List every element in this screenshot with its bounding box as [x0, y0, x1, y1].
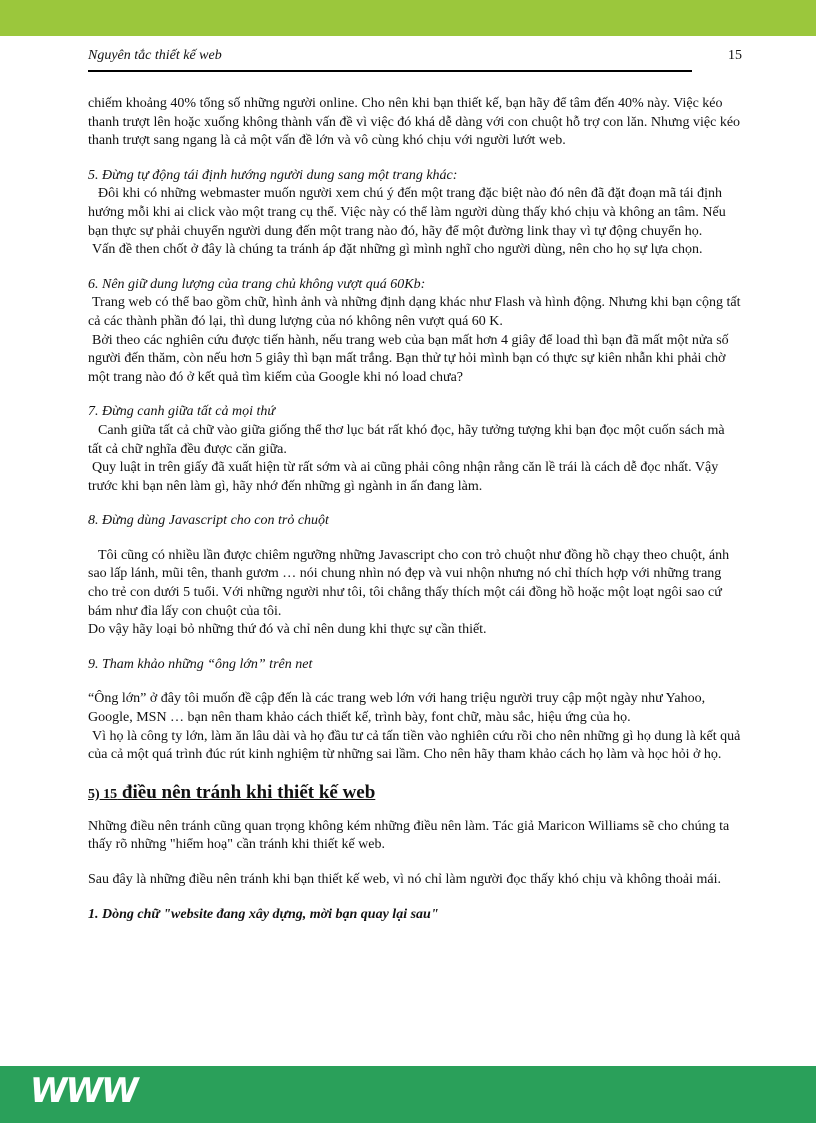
main-section-title: điều nên tránh khi thiết kế web — [121, 781, 376, 803]
www-logo: WWW — [26, 1071, 141, 1111]
main-section-paragraph-2: Sau đây là những điều nên tránh khi bạn thiết kế web, vì nó chỉ làm người đọc thấy khó chịu và không thoải mái. — [88, 872, 722, 887]
section-5-heading: 5. Đừng tự động tái định hướng người dung sang một trang khác: — [88, 167, 458, 183]
section-7-paragraph-1: Canh giữa tất cả chữ vào giữa giống thể thơ lục bát rất khó đọc, hãy tưởng tượng khi bạn đọc một cuốn sách mà tất cả chữ nghĩa đều được căn giữa. — [88, 422, 725, 457]
main-section-number: 5) 15 — [88, 786, 118, 802]
section-6-paragraph-1: Trang web có thể bao gồm chữ, hình ảnh và những định dạng khác như Flash và hình động. Nhưng khi bạn cộng tất cả các thành phần đó lại, thì dung lượng của nó không nên vượt quá 60 K. — [88, 295, 741, 329]
top-green-band — [0, 0, 816, 36]
section-6-paragraph-2: Bởi theo các nghiên cứu được tiến hành, nếu trang web của bạn mất hơn 4 giây để load thì bạn đã mất một nửa số người đến thăm, còn nếu hơn 5 giây thì bạn mất trắng. Bạn thử tự hỏi mình bạn có thực sự kiên nhẫn khi phải chờ một trang nào đó ở kết quả tìm kiếm của Google khi nó load chưa? — [88, 332, 729, 385]
section-8-heading: 8. Đừng dùng Javascript cho con trỏ chuột — [88, 513, 329, 529]
page-number: 15 — [728, 48, 742, 63]
intro-paragraph: chiếm khoảng 40% tổng số những người online. Cho nên khi bạn thiết kế, bạn hãy để tâm đến 40% này. Việc kéo thanh trượt lên hoặc xuống không thành vấn đề vì việc đó khá dễ dàng với con chuột hỗ trợ con lăn. Nhưng việc kéo thanh trượt sang ngang là cả một vấn đề lớn và vô cùng khó chịu với người lướt web. — [88, 96, 741, 149]
section-8-paragraph-2: Do vậy hãy loại bỏ những thứ đó và chỉ nên dung khi thực sự cần thiết. — [88, 622, 487, 638]
section-9-heading: 9. Tham khảo những “ông lớn” trên net — [88, 656, 313, 672]
page-content — [88, 95, 742, 924]
main-section-paragraph-1: Những điều nên tránh cũng quan trọng không kém những điều nên làm. Tác giả Maricon Williams sẽ cho chúng ta thấy rõ những "hiểm hoạ" cần tránh khi thiết kế web. — [88, 818, 730, 853]
page-header — [88, 48, 742, 70]
section-7-paragraph-2: Quy luật in trên giấy đã xuất hiện từ rất sớm và ai cũng phải công nhận rằng căn lề trái là cách dễ đọc nhất. Vậy trước khi bạn nên làm gì, hãy nhớ đến những gì ngành in ấn đang làm. — [88, 460, 719, 494]
section-6-heading: 6. Nên giữ dung lượng của trang chủ không vượt quá 60Kb: — [88, 276, 426, 292]
section-8-paragraph-1: Tôi cũng có nhiều lần được chiêm ngưỡng những Javascript cho con trỏ chuột như đồng hồ chạy theo chuột, ánh sao lấp lánh, mũi tên, thanh gươm … nói chung nhìn nó đẹp và vui nhộn nhưng nó chỉ thích hợp với những trang cho trẻ con dưới 5 tuổi. Với những người như tôi, tôi chẳng thấy thích một cái đồng hồ hoặc một loạt ngôi sao cứ bám như đỉa lấy con chuột của tôi. — [88, 547, 730, 619]
header-divider — [88, 70, 692, 72]
avoid-item-1-heading: 1. Dòng chữ "website đang xây dựng, mời bạn quay lại sau" — [88, 906, 439, 922]
main-section-heading — [88, 781, 742, 807]
section-7-heading: 7. Đừng canh giữa tất cả mọi thứ — [88, 404, 276, 420]
header-title: Nguyên tắc thiết kế web — [88, 48, 222, 63]
section-9-paragraph-2: Vì họ là công ty lớn, làm ăn lâu dài và họ đầu tư cả tấn tiền vào nghiên cứu rồi cho nên những gì họ dung là kết quả của cả một quá trình đúc rút kinh nghiệm từ những sai lầm. Cho nên hãy tham khảo cách họ làm và học hỏi ở họ. — [88, 728, 741, 763]
section-5-paragraph-1: Đôi khi có những webmaster muốn người xem chú ý đến một trang đặc biệt nào đó nên đã đặt đoạn mã tái định hướng mỗi khi ai click vào một trang cụ thể. Việc này có thể làm người dùng thấy khó chịu và không an tâm. Nếu bạn thực sự phải chuyển người dung đến một trang nào đó, hãy để một đường link thay vì tự động chuyển họ. — [88, 186, 726, 239]
section-9-paragraph-1: “Ông lớn” ở đây tôi muốn đề cập đến là các trang web lớn với hang triệu người truy cập một ngày như Yahoo, Google, MSN … bạn nên tham khảo cách thiết kế, trình bày, font chữ, màu sắc, hiệu ứng của họ. — [88, 691, 706, 726]
section-5-paragraph-2: Vấn đề then chốt ở đây là chúng ta tránh áp đặt những gì mình nghĩ cho người dùng, nên cho họ sự lựa chọn. — [92, 242, 703, 258]
